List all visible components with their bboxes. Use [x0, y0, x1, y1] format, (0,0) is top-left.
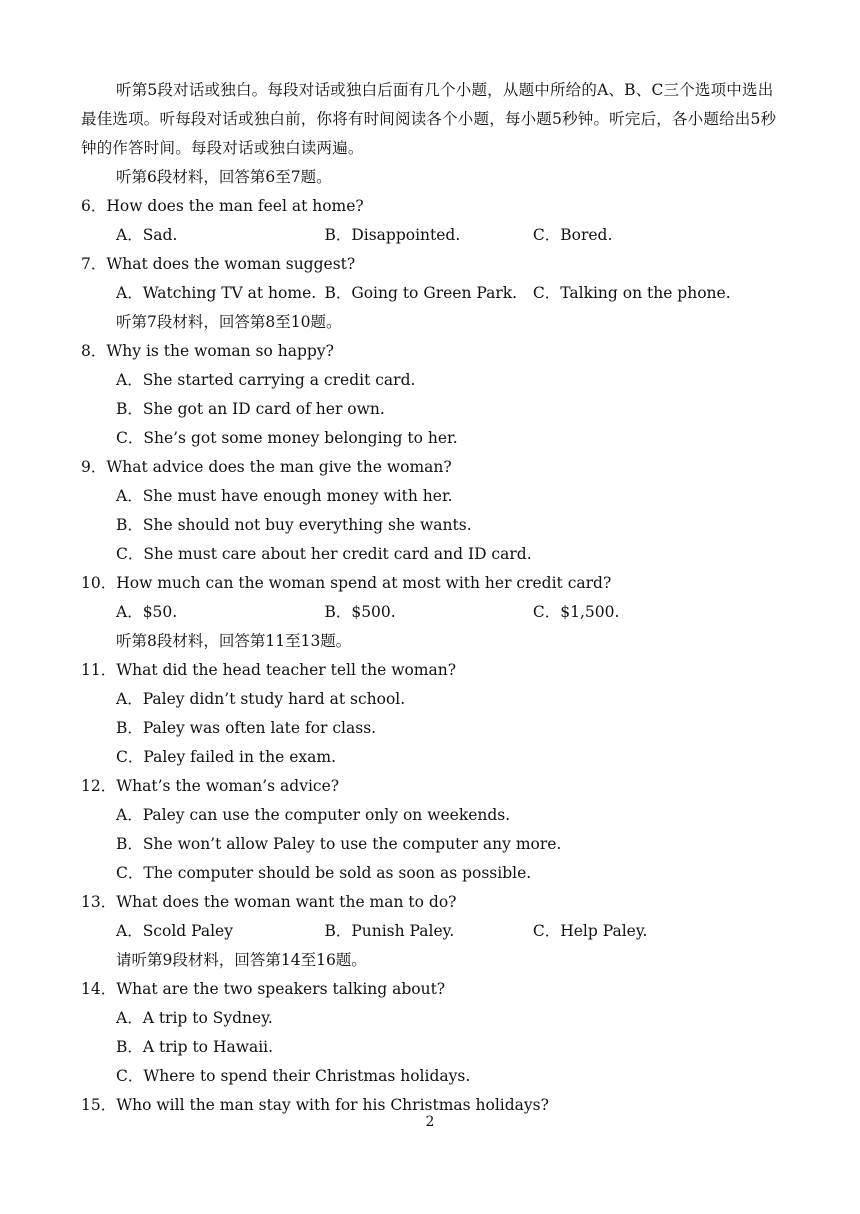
- answer-option: A．Watching TV at home.: [116, 284, 317, 302]
- section-intro: 听第5段对话或独白。每段对话或独白后面有几个小题，从题中所给的A、B、C三个选项中选出最佳选项。听每段对话或独白前，你将有时间阅读各个小题，每小题5秒钟。听完后，各小题给出5秒钟的作答时间。每段对话或独白读两遍。: [81, 81, 777, 157]
- answer-option: C．Help Paley.: [532, 922, 648, 940]
- answer-option: A．$50.: [116, 603, 178, 621]
- page-content: [81, 76, 781, 1120]
- page-number: 2: [425, 1114, 435, 1130]
- options-row: [81, 279, 781, 308]
- question-stem: 7．What does the woman suggest?: [81, 255, 356, 273]
- question-stem: 14．What are the two speakers talking about?: [81, 980, 446, 998]
- answer-option: C．$1,500.: [532, 603, 620, 621]
- answer-option: B．She won’t allow Paley to use the computer any more.: [116, 835, 562, 853]
- answer-option: B．Going to Green Park.: [324, 284, 518, 302]
- answer-option: B．She should not buy everything she wants.: [116, 516, 472, 534]
- question-stem: 15．Who will the man stay with for his Christmas holidays?: [81, 1096, 549, 1114]
- answer-option: B．Punish Paley.: [324, 922, 455, 940]
- question-stem: 8．Why is the woman so happy?: [81, 342, 334, 360]
- answer-option: B．Paley was often late for class.: [116, 719, 377, 737]
- question-sections: [81, 163, 781, 1120]
- section-instruction: 听第7段材料，回答第8至10题。: [116, 313, 342, 331]
- answer-option: B．Disappointed.: [324, 226, 461, 244]
- section-instruction: 听第6段材料，回答第6至7题。: [116, 168, 332, 186]
- answer-option: C．Paley failed in the exam.: [116, 748, 337, 766]
- question-stem: 11．What did the head teacher tell the woman?: [81, 661, 457, 679]
- options-row: [81, 917, 781, 946]
- answer-option: C．Bored.: [532, 226, 613, 244]
- answer-option: C．Where to spend their Christmas holidays.: [116, 1067, 471, 1085]
- answer-option: C．She must care about her credit card and ID card.: [116, 545, 532, 563]
- answer-option: A．Paley can use the computer only on weekends.: [116, 806, 511, 824]
- section-instruction: 请听第9段材料，回答第14至16题。: [116, 951, 367, 969]
- question-stem: 9．What advice does the man give the woman?: [81, 458, 452, 476]
- options-row: [81, 221, 781, 250]
- question-stem: 10．How much can the woman spend at most with her credit card?: [81, 574, 612, 592]
- answer-option: A．She must have enough money with her.: [116, 487, 453, 505]
- answer-option: A．She started carrying a credit card.: [116, 371, 416, 389]
- answer-option: B．She got an ID card of her own.: [116, 400, 385, 418]
- answer-option: C．She’s got some money belonging to her.: [116, 429, 458, 447]
- answer-option: B．$500.: [324, 603, 396, 621]
- answer-option: A．Sad.: [116, 226, 178, 244]
- question-stem: 13．What does the woman want the man to do?: [81, 893, 457, 911]
- question-stem: 12．What’s the woman’s advice?: [81, 777, 340, 795]
- answer-option: B．A trip to Hawaii.: [116, 1038, 274, 1056]
- answer-option: A．Paley didn’t study hard at school.: [116, 690, 406, 708]
- answer-option: A．A trip to Sydney.: [116, 1009, 273, 1027]
- answer-option: A．Scold Paley: [116, 922, 233, 940]
- question-stem: 6．How does the man feel at home?: [81, 197, 364, 215]
- answer-option: C．The computer should be sold as soon as possible.: [116, 864, 532, 882]
- section-instruction: 听第8段材料，回答第11至13题。: [116, 632, 352, 650]
- answer-option: C．Talking on the phone.: [532, 284, 731, 302]
- options-row: [81, 598, 781, 627]
